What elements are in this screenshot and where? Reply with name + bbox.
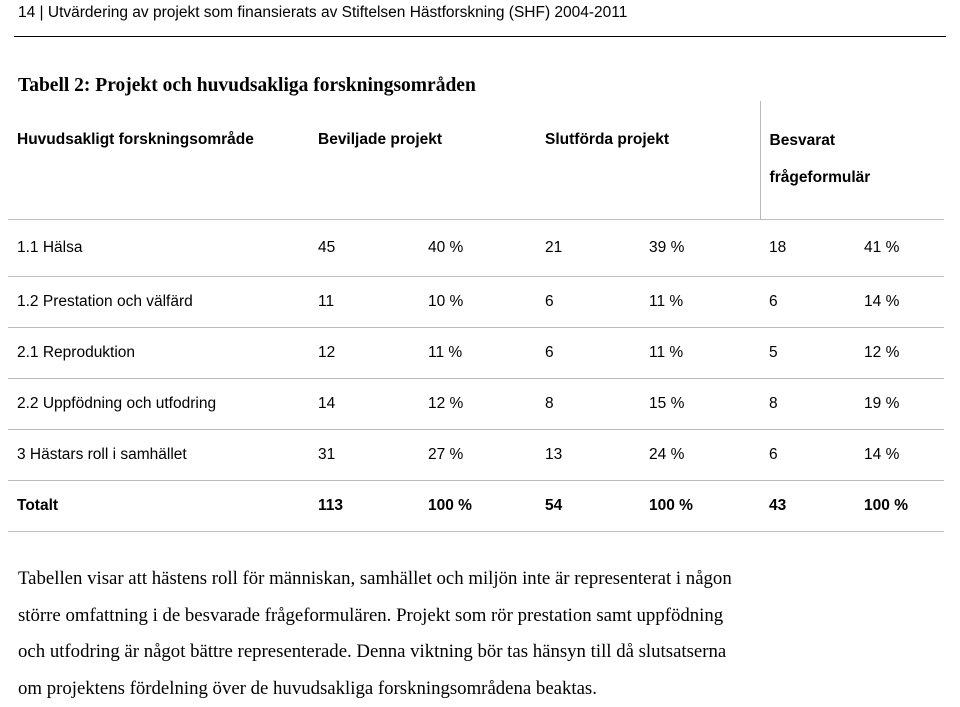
table-row bbox=[8, 430, 944, 481]
cell-completed-pct: 15 % bbox=[640, 379, 760, 430]
cell-answered-pct: 41 % bbox=[855, 220, 944, 277]
header-research-area: Huvudsakligt forskningsområde bbox=[8, 101, 309, 220]
table-row bbox=[8, 328, 944, 379]
cell-completed-count: 6 bbox=[536, 328, 640, 379]
table-row bbox=[8, 220, 944, 277]
cell-total-answered-count: 43 bbox=[760, 481, 855, 532]
table-title: Tabell 2: Projekt och huvudsakliga forskningsområden bbox=[18, 75, 476, 97]
cell-total-granted-pct: 100 % bbox=[419, 481, 536, 532]
cell-granted-pct: 40 % bbox=[419, 220, 536, 277]
cell-completed-pct: 11 % bbox=[640, 277, 760, 328]
cell-granted-pct: 12 % bbox=[419, 379, 536, 430]
cell-answered-pct: 14 % bbox=[855, 430, 944, 481]
header-answered bbox=[760, 101, 944, 220]
cell-total-granted-count: 113 bbox=[309, 481, 419, 532]
paragraph-line: större omfattning i de besvarade frågeformulären. Projekt som rör prestation samt uppfödning bbox=[18, 598, 948, 635]
page-header: 14 | Utvärdering av projekt som finansierats av Stiftelsen Hästforskning (SHF) 2004-2011 bbox=[18, 4, 627, 22]
cell-granted-count: 31 bbox=[309, 430, 419, 481]
cell-granted-pct: 10 % bbox=[419, 277, 536, 328]
header-answered-line2: frågeformulär bbox=[770, 169, 871, 186]
cell-total-label: Totalt bbox=[8, 481, 309, 532]
cell-area: 1.1 Hälsa bbox=[8, 220, 309, 277]
cell-completed-count: 8 bbox=[536, 379, 640, 430]
cell-completed-count: 13 bbox=[536, 430, 640, 481]
paragraph-line: om projektens fördelning över de huvudsakliga forskningsområdena beaktas. bbox=[18, 671, 948, 707]
cell-granted-pct: 11 % bbox=[419, 328, 536, 379]
cell-total-completed-pct: 100 % bbox=[640, 481, 760, 532]
cell-area: 2.2 Uppfödning och utfodring bbox=[8, 379, 309, 430]
cell-granted-count: 45 bbox=[309, 220, 419, 277]
cell-answered-count: 5 bbox=[760, 328, 855, 379]
header-granted: Beviljade projekt bbox=[309, 101, 536, 220]
cell-area: 1.2 Prestation och välfärd bbox=[8, 277, 309, 328]
header-completed: Slutförda projekt bbox=[536, 101, 760, 220]
cell-answered-pct: 14 % bbox=[855, 277, 944, 328]
cell-completed-count: 6 bbox=[536, 277, 640, 328]
paragraph-line: och utfodring är något bättre representerade. Denna viktning bör tas hänsyn till då slutsatserna bbox=[18, 634, 948, 671]
cell-completed-pct: 39 % bbox=[640, 220, 760, 277]
cell-granted-pct: 27 % bbox=[419, 430, 536, 481]
cell-completed-pct: 11 % bbox=[640, 328, 760, 379]
header-rule bbox=[14, 36, 946, 37]
cell-completed-count: 21 bbox=[536, 220, 640, 277]
research-area-table bbox=[8, 101, 944, 532]
cell-total-answered-pct: 100 % bbox=[855, 481, 944, 532]
cell-answered-pct: 12 % bbox=[855, 328, 944, 379]
cell-granted-count: 11 bbox=[309, 277, 419, 328]
cell-granted-count: 12 bbox=[309, 328, 419, 379]
table-header-row bbox=[8, 101, 944, 220]
cell-answered-count: 8 bbox=[760, 379, 855, 430]
cell-answered-count: 18 bbox=[760, 220, 855, 277]
cell-answered-count: 6 bbox=[760, 430, 855, 481]
cell-area: 2.1 Reproduktion bbox=[8, 328, 309, 379]
body-paragraph bbox=[18, 561, 948, 707]
cell-answered-pct: 19 % bbox=[855, 379, 944, 430]
table-total-row bbox=[8, 481, 944, 532]
table-row bbox=[8, 277, 944, 328]
header-answered-line1: Besvarat bbox=[770, 132, 836, 149]
paragraph-line: Tabellen visar att hästens roll för människan, samhället och miljön inte är representerat i någon bbox=[18, 561, 948, 598]
cell-area: 3 Hästars roll i samhället bbox=[8, 430, 309, 481]
cell-answered-count: 6 bbox=[760, 277, 855, 328]
table-row bbox=[8, 379, 944, 430]
cell-total-completed-count: 54 bbox=[536, 481, 640, 532]
cell-completed-pct: 24 % bbox=[640, 430, 760, 481]
cell-granted-count: 14 bbox=[309, 379, 419, 430]
